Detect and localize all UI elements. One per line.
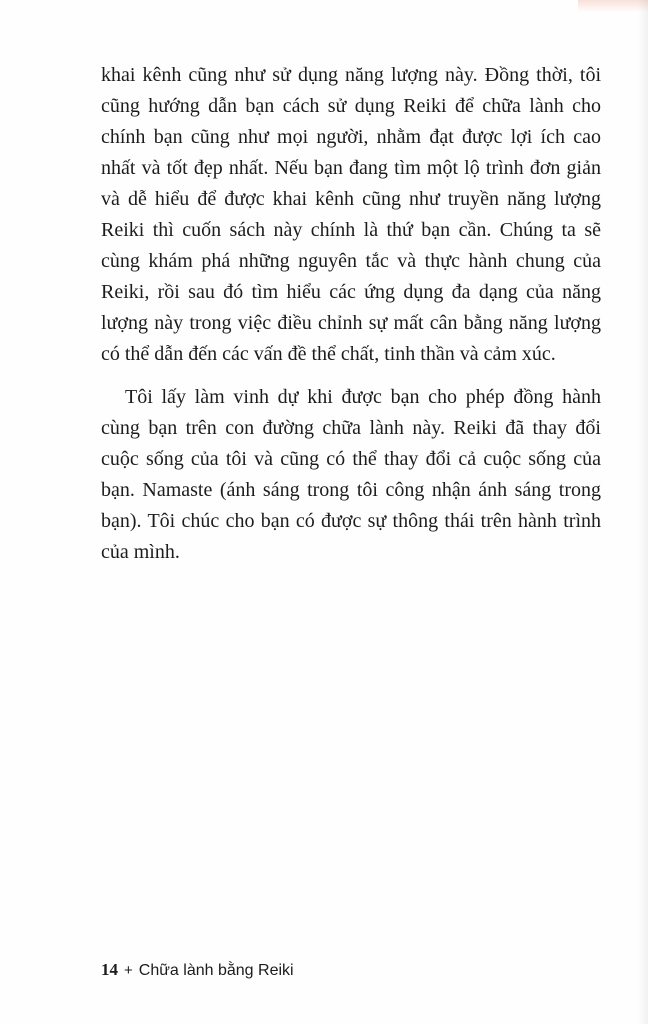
paragraph-2: Tôi lấy làm vinh dự khi được bạn cho phép đồng hành cùng bạn trên con đường chữa lành này. Reiki đã thay đổi cuộc sống của tôi và cũng có thể thay đổi cả cuộc sống của bạn. Namaste (ánh sáng trong tôi công nhận ánh sáng trong bạn). Tôi chúc cho bạn có được sự thông thái trên hành trình của mình. bbox=[101, 386, 601, 563]
page-edge-shadow bbox=[638, 0, 648, 1024]
body-text bbox=[101, 60, 601, 568]
page-number: 14 bbox=[101, 960, 118, 979]
footer-separator: + bbox=[124, 962, 133, 979]
running-title: Chữa lành bằng Reiki bbox=[138, 962, 294, 979]
paragraph-1: khai kênh cũng như sử dụng năng lượng này. Đồng thời, tôi cũng hướng dẫn bạn cách sử dụng Reiki để chữa lành cho chính bạn cũng như mọi người, nhằm đạt được lợi ích cao nhất và tốt đẹp nhất. Nếu bạn đang tìm một lộ trình đơn giản và dễ hiểu để được khai kênh cũng như truyền năng lượng Reiki thì cuốn sách này chính là thứ bạn cần. Chúng ta sẽ cùng khám phá những nguyên tắc và thực hành chung của Reiki, rồi sau đó tìm hiểu các ứng dụng đa dạng của năng lượng này trong việc điều chỉnh sự mất cân bằng năng lượng có thể dẫn đến các vấn đề thể chất, tinh thần và cảm xúc. bbox=[101, 64, 601, 365]
page-footer bbox=[101, 960, 294, 980]
